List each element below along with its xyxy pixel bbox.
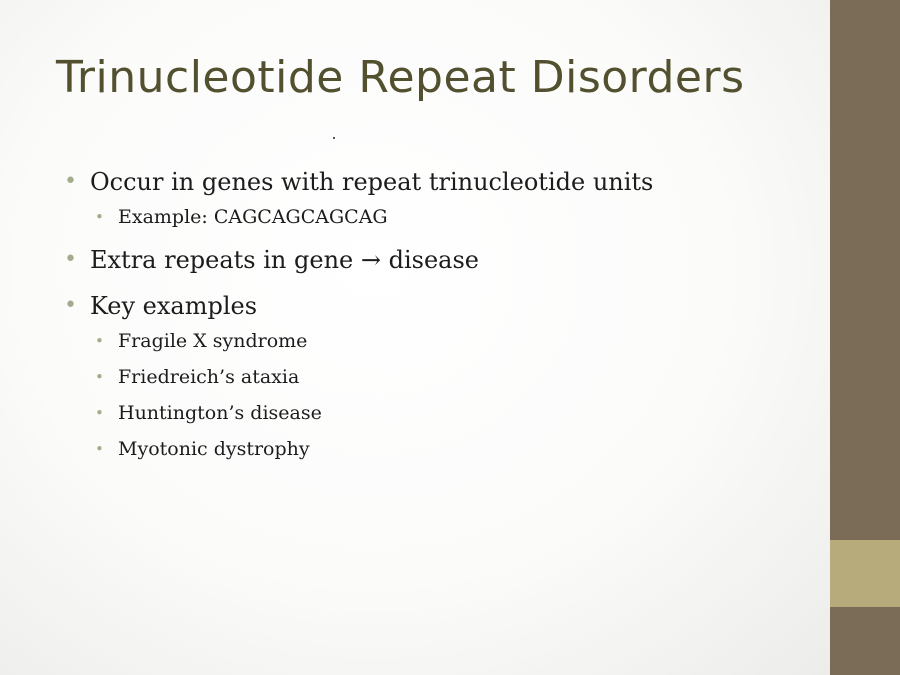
- bullet-text: Occur in genes with repeat trinucleotide units: [90, 168, 654, 196]
- sub-bullet-huntington: [64, 395, 804, 431]
- sub-bullet-marker: •: [95, 208, 104, 226]
- slide-title: Trinucleotide Repeat Disorders: [56, 52, 745, 103]
- stray-dot: [333, 137, 335, 139]
- sub-bullet-marker: •: [95, 368, 104, 386]
- sub-bullet-text: Huntington’s disease: [118, 402, 322, 424]
- bullet-list: [64, 165, 804, 467]
- bullet-text: Key examples: [90, 292, 258, 320]
- bullet-item-key-examples: [64, 289, 804, 323]
- bullet-marker: •: [64, 293, 77, 318]
- sub-bullet-text: Fragile X syndrome: [118, 330, 308, 352]
- sub-bullet-fragile-x: [64, 323, 804, 359]
- bullet-marker: •: [64, 169, 77, 194]
- sub-bullet-marker: •: [95, 404, 104, 422]
- sub-bullet-marker: •: [95, 332, 104, 350]
- bullet-text: Extra repeats in gene → disease: [90, 246, 479, 274]
- sub-bullet-marker: •: [95, 440, 104, 458]
- bullet-item-genes: [64, 165, 804, 199]
- sub-bullet-text: Myotonic dystrophy: [118, 438, 310, 460]
- sub-bullet-myotonic: [64, 431, 804, 467]
- sub-bullet-text: Example: CAGCAGCAGCAG: [118, 206, 388, 228]
- sub-bullet-text: Friedreich’s ataxia: [118, 366, 300, 388]
- bullet-marker: •: [64, 247, 77, 272]
- sub-bullet-friedreich: [64, 359, 804, 395]
- bullet-item-extra-repeats: [64, 243, 804, 277]
- sidebar-accent-block: [830, 540, 900, 607]
- sub-bullet-example: [64, 199, 804, 235]
